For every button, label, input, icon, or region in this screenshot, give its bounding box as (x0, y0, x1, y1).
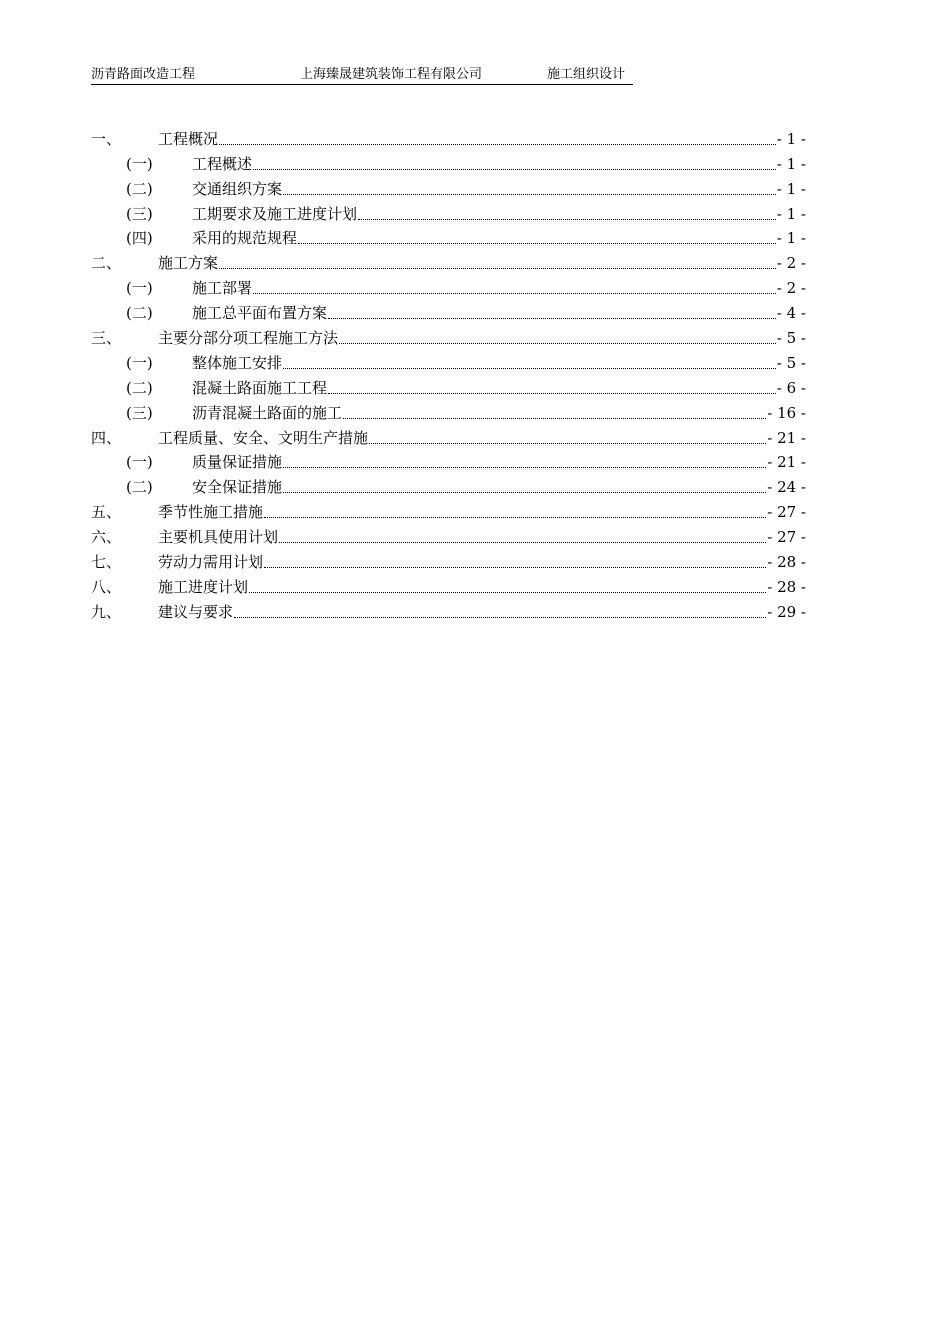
toc-entry-chapter[interactable] (91, 497, 806, 522)
toc-entry-number: (一) (126, 154, 153, 173)
toc-entry-title: 整体施工安排 (192, 353, 283, 372)
toc-dot-leader (253, 293, 776, 294)
toc-dot-leader (343, 418, 766, 419)
toc-entry-chapter[interactable] (91, 597, 806, 622)
toc-entry-number: (四) (126, 229, 153, 248)
toc-entry-section[interactable] (91, 448, 806, 473)
toc-entry-chapter[interactable] (91, 572, 806, 597)
toc-dot-leader (328, 393, 776, 394)
toc-entry-page-number: - 21 - (767, 428, 806, 447)
header-project-name: 沥青路面改造工程 (91, 67, 196, 82)
toc-dot-leader (283, 368, 776, 369)
toc-entry-section[interactable] (91, 273, 806, 298)
toc-entry-page-number: - 21 - (767, 453, 806, 472)
toc-entry-page-number: - 28 - (767, 553, 806, 572)
toc-entry-chapter[interactable] (91, 547, 806, 572)
toc-entry-page-number: - 5 - (776, 329, 806, 348)
header-company-name: 上海臻晟建筑装饰工程有限公司 (300, 67, 483, 82)
toc-dot-leader (219, 144, 776, 145)
toc-entry-page-number: - 16 - (767, 403, 806, 422)
toc-dot-leader (298, 243, 776, 244)
toc-entry-title: 施工方案 (158, 254, 219, 273)
toc-entry-page-number: - 24 - (767, 478, 806, 497)
toc-entry-chapter[interactable] (91, 323, 806, 348)
toc-entry-number: 六、 (91, 528, 122, 547)
page-header (91, 66, 633, 85)
toc-entry-number: (二) (126, 478, 153, 497)
toc-dot-leader (339, 343, 776, 344)
toc-entry-number: (二) (126, 179, 153, 198)
toc-dot-leader (234, 617, 766, 618)
toc-entry-section[interactable] (91, 174, 806, 199)
toc-entry-title: 主要分部分项工程施工方法 (158, 329, 339, 348)
toc-entry-page-number: - 27 - (767, 503, 806, 522)
toc-entry-page-number: - 2 - (776, 279, 806, 298)
toc-entry-page-number: - 1 - (776, 229, 806, 248)
toc-entry-page-number: - 4 - (776, 304, 806, 323)
toc-entry-section[interactable] (91, 199, 806, 224)
toc-entry-section[interactable] (91, 398, 806, 423)
toc-dot-leader (369, 443, 766, 444)
toc-dot-leader (219, 268, 776, 269)
toc-dot-leader (358, 219, 776, 220)
toc-entry-title: 施工总平面布置方案 (192, 304, 328, 323)
toc-dot-leader (328, 318, 776, 319)
toc-entry-page-number: - 1 - (776, 154, 806, 173)
toc-entry-title: 质量保证措施 (192, 453, 283, 472)
table-of-contents (91, 124, 806, 622)
toc-dot-leader (264, 567, 766, 568)
toc-entry-number: (一) (126, 279, 153, 298)
toc-entry-chapter[interactable] (91, 248, 806, 273)
toc-dot-leader (283, 467, 766, 468)
toc-entry-title: 季节性施工措施 (158, 503, 264, 522)
toc-entry-title: 建议与要求 (158, 602, 234, 621)
toc-entry-page-number: - 1 - (776, 179, 806, 198)
toc-entry-number: (三) (126, 204, 153, 223)
toc-entry-number: 二、 (91, 254, 122, 273)
toc-entry-page-number: - 29 - (767, 602, 806, 621)
toc-entry-number: 五、 (91, 503, 122, 522)
toc-entry-title: 工程概况 (158, 129, 219, 148)
toc-entry-page-number: - 5 - (776, 353, 806, 372)
toc-entry-section[interactable] (91, 472, 806, 497)
toc-entry-chapter[interactable] (91, 522, 806, 547)
toc-entry-number: (一) (126, 453, 153, 472)
toc-entry-title: 工程质量、安全、文明生产措施 (158, 428, 369, 447)
toc-entry-title: 采用的规范规程 (192, 229, 298, 248)
toc-entry-section[interactable] (91, 298, 806, 323)
toc-entry-title: 安全保证措施 (192, 478, 283, 497)
toc-entry-number: 一、 (91, 129, 122, 148)
toc-entry-number: (二) (126, 304, 153, 323)
toc-entry-section[interactable] (91, 348, 806, 373)
toc-entry-title: 施工部署 (192, 279, 253, 298)
toc-entry-title: 混凝土路面施工工程 (192, 378, 328, 397)
toc-entry-number: 七、 (91, 553, 122, 572)
toc-dot-leader (253, 169, 776, 170)
toc-entry-page-number: - 2 - (776, 254, 806, 273)
toc-entry-page-number: - 1 - (776, 204, 806, 223)
toc-entry-title: 工程概述 (192, 154, 253, 173)
toc-entry-chapter[interactable] (91, 423, 806, 448)
toc-entry-chapter[interactable] (91, 124, 806, 149)
toc-entry-title: 施工进度计划 (158, 577, 249, 596)
toc-entry-title: 工期要求及施工进度计划 (192, 204, 358, 223)
toc-entry-number: 八、 (91, 577, 122, 596)
toc-dot-leader (279, 542, 766, 543)
toc-entry-title: 沥青混凝土路面的施工 (192, 403, 343, 422)
toc-entry-title: 主要机具使用计划 (158, 528, 279, 547)
toc-entry-section[interactable] (91, 149, 806, 174)
toc-entry-title: 交通组织方案 (192, 179, 283, 198)
toc-entry-page-number: - 27 - (767, 528, 806, 547)
toc-entry-section[interactable] (91, 224, 806, 249)
toc-entry-page-number: - 28 - (767, 577, 806, 596)
header-document-type: 施工组织设计 (547, 67, 626, 82)
toc-entry-section[interactable] (91, 373, 806, 398)
toc-entry-title: 劳动力需用计划 (158, 553, 264, 572)
toc-dot-leader (264, 517, 766, 518)
toc-entry-number: (二) (126, 378, 153, 397)
toc-entry-number: 四、 (91, 428, 122, 447)
toc-entry-page-number: - 6 - (776, 378, 806, 397)
toc-entry-number: (一) (126, 353, 153, 372)
toc-entry-number: (三) (126, 403, 153, 422)
toc-entry-page-number: - 1 - (776, 129, 806, 148)
toc-entry-number: 九、 (91, 602, 122, 621)
toc-dot-leader (283, 194, 776, 195)
toc-dot-leader (249, 592, 766, 593)
toc-entry-number: 三、 (91, 329, 122, 348)
toc-dot-leader (283, 492, 766, 493)
